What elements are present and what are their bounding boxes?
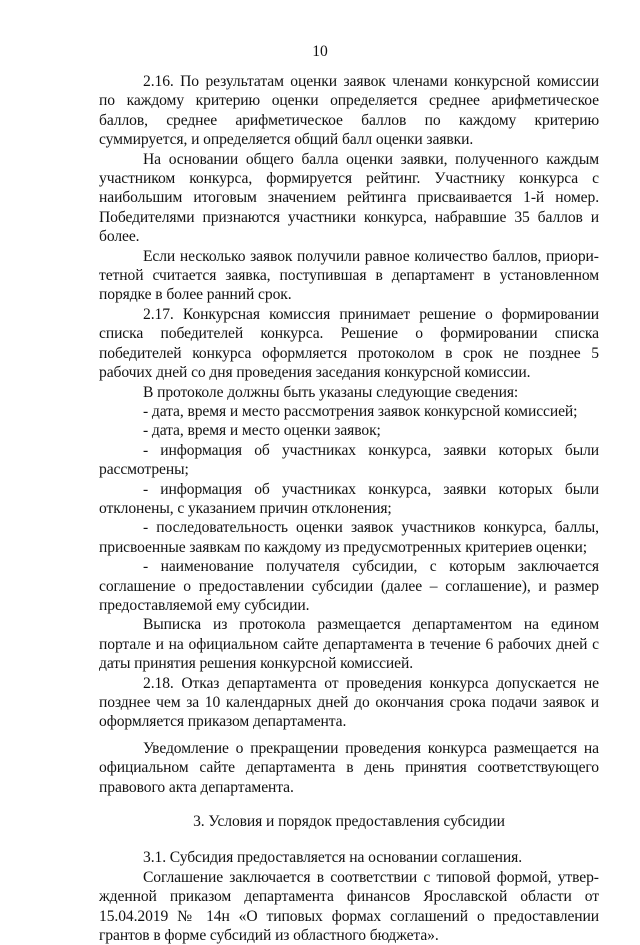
paragraph-3-1: 3.1. Субсидия предоставляется на основании соглашения. (143, 849, 523, 867)
paragraph-2-17: 2.17. Конкурсная комиссия принимает решение о формировании списка победителей конкурса. Решение о формировании списка победителей конкурса оформляется протоколом в срок не позднее 5 рабочих дней со дня проведения заседания конкурсной комиссии. (99, 305, 599, 382)
paragraph-rating: На основании общего балла оценки заявки, полученного каждым участником конкурса, формируется рейтинг. Участнику конкурса с наибольшим итоговым значением рейтинга присваивается 1-й номер. Победителями признаются участники конкурса, набравшие 35 баллов и более. (99, 150, 599, 246)
paragraph-protocol-intro: В протоколе должны быть указаны следующие сведения: (143, 383, 519, 401)
paragraph-agreement: Соглашение заключается в соответствии с типовой формой, утвержденной приказом департамента финансов Ярославской области от 15.04.2019 № 14н «О типовых формах соглашений о предоставлении грантов в форме субсидий из областного бюджета». (99, 868, 599, 945)
list-item-evaluation-sequence: - последовательность оценки заявок участников конкурса, баллы, присвоенные заявкам по каждому из предусмотренных критериев оценки; (99, 519, 599, 556)
list-item-rejected-participants: - информация об участниках конкурса, заявки которых были отклонены, с указанием причин отклонения; (99, 480, 599, 517)
spacer (99, 732, 599, 739)
list-item-recipient: - наименование получателя субсидии, с которым заключается соглашение о предоставлении субсидии (далее – соглашение), и размер предоставляемой ему субсидии. (99, 558, 599, 614)
list-item-evaluation-date: - дата, время и место оценки заявок; (143, 422, 381, 440)
section-title: 3. Условия и порядок предоставления субсидии (193, 813, 505, 831)
paragraph-equal-scores: Если несколько заявок получили равное количество баллов, приоритетной считается заявка, поступившая в департамент в установленном порядке в более ранний срок. (99, 247, 599, 304)
paragraph-termination-notice: Уведомление о прекращении проведения конкурса размещается на официальном сайте департамента в день принятия соответствующего правового акта департамента. (99, 739, 599, 796)
paragraph-2-16: 2.16. По результатам оценки заявок членами конкурсной комиссии по каждому критерию оценки определяется среднее арифметическое баллов, среднее арифметическое баллов по каждому критерию суммируется, и определяется общий балл оценки заявки. (99, 73, 599, 149)
page-number: 10 (312, 43, 328, 60)
list-item-reviewed-participants: - информация об участниках конкурса, заявки которых были рассмотрены; (99, 441, 599, 479)
paragraph-2-18: 2.18. Отказ департамента от проведения конкурса допускается не позднее чем за 10 календарных дней до окончания срока подачи заявок и оформляется приказом департамента. (99, 674, 599, 731)
document-body (99, 72, 599, 945)
list-item-review-date: - дата, время и место рассмотрения заявок конкурсной комиссией; (143, 402, 578, 420)
paragraph-protocol-extract: Выписка из протокола размещается департаментом на едином портале и на официальном сайте департамента в течение 6 рабочих дней с даты принятия решения конкурсной комиссией. (99, 616, 599, 673)
